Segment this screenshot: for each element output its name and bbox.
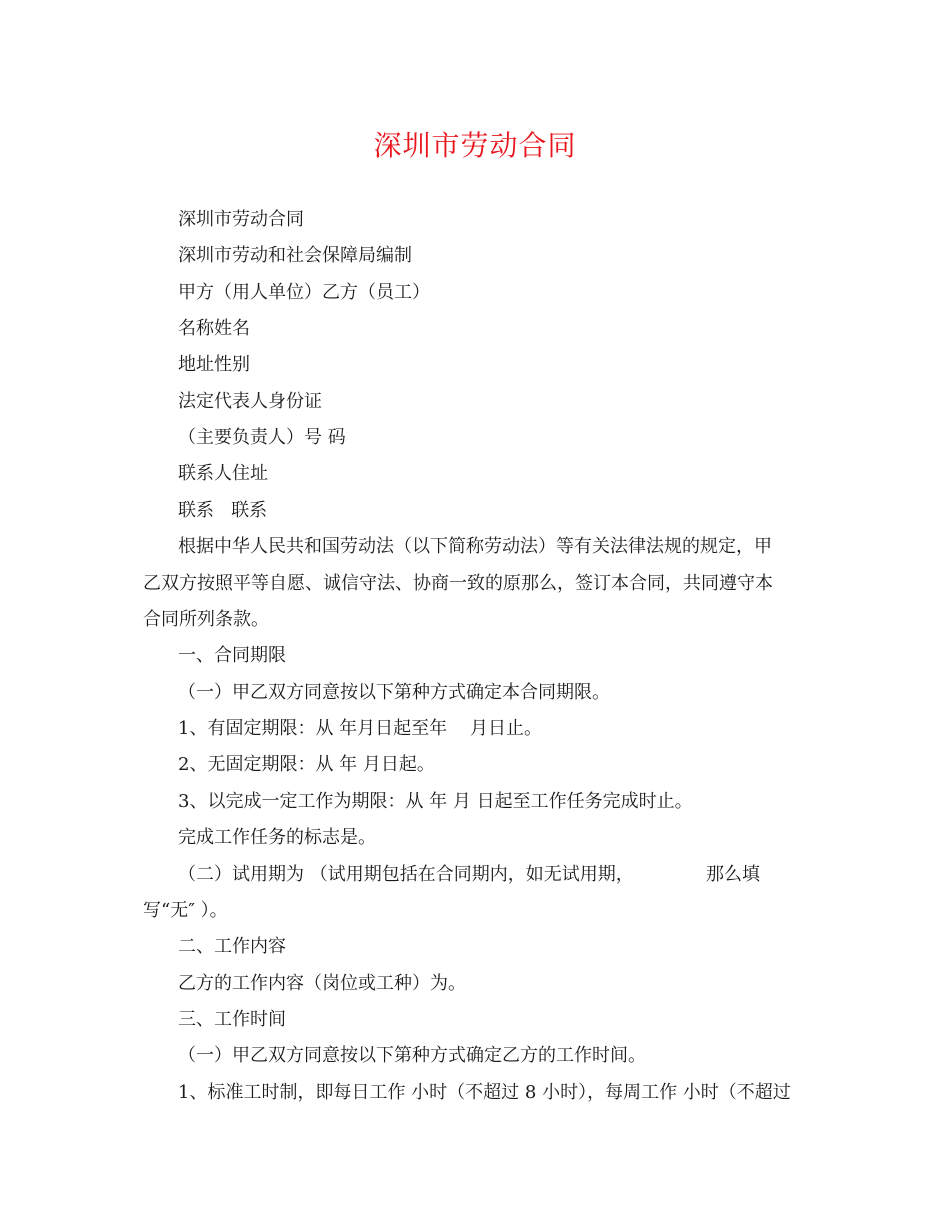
responsible-line: （主要负责人）号 码 xyxy=(178,427,346,448)
clause-1-1: （一）甲乙双方同意按以下第种方式确定本合同期限。 xyxy=(178,682,610,703)
work-content-line: 乙方的工作内容（岗位或工种）为。 xyxy=(178,973,466,994)
clause-3-1-option-1: 1、标准工时制，即每日工作 小时（不超过 8 小时），每周工作 小时（不超过 xyxy=(178,1082,791,1103)
section-1-heading: 一、合同期限 xyxy=(178,645,286,666)
probation-line-tail: 那么填 xyxy=(706,864,760,885)
address-line: 地址性别 xyxy=(178,354,250,375)
preamble-line-1: 根据中华人民共和国劳动法（以下简称劳动法）等有关法律法规的规定，甲 xyxy=(178,536,772,557)
name-line: 名称姓名 xyxy=(178,318,250,339)
clause-1-1-option-3: 3、以完成一定工作为期限：从 年 月 日起至工作任务完成时止。 xyxy=(178,791,693,812)
task-completion-line: 完成工作任务的标志是。 xyxy=(178,827,376,848)
probation-line-end: 写“无″ ）。 xyxy=(143,900,228,921)
section-3-heading: 三、工作时间 xyxy=(178,1009,286,1030)
preamble-line-2: 乙双方按照平等自愿、诚信守法、协商一致的原那么，签订本合同，共同遵守本 xyxy=(143,573,773,594)
contact-phone-line: 联系 联系 xyxy=(178,500,268,521)
legal-rep-line: 法定代表人身份证 xyxy=(178,391,322,412)
probation-line: （二）试用期为 （试用期包括在合同期内，如无试用期， xyxy=(178,864,634,885)
clause-1-1-option-2: 2、无固定期限：从 年 月日起。 xyxy=(178,754,435,775)
clause-3-1: （一）甲乙双方同意按以下第种方式确定乙方的工作时间。 xyxy=(178,1045,646,1066)
subtitle-line: 深圳市劳动合同 xyxy=(178,209,304,230)
clause-1-1-option-1: 1、有固定期限：从 年月日起至年 月日止。 xyxy=(178,718,543,739)
document-title: 深圳市劳动合同 xyxy=(373,129,577,162)
parties-line: 甲方（用人单位）乙方（员工） xyxy=(178,282,430,303)
preamble-line-3: 合同所列条款。 xyxy=(143,609,269,630)
compiler-line: 深圳市劳动和社会保障局编制 xyxy=(178,245,412,266)
section-2-heading: 二、工作内容 xyxy=(178,936,286,957)
contact-line: 联系人住址 xyxy=(178,463,268,484)
